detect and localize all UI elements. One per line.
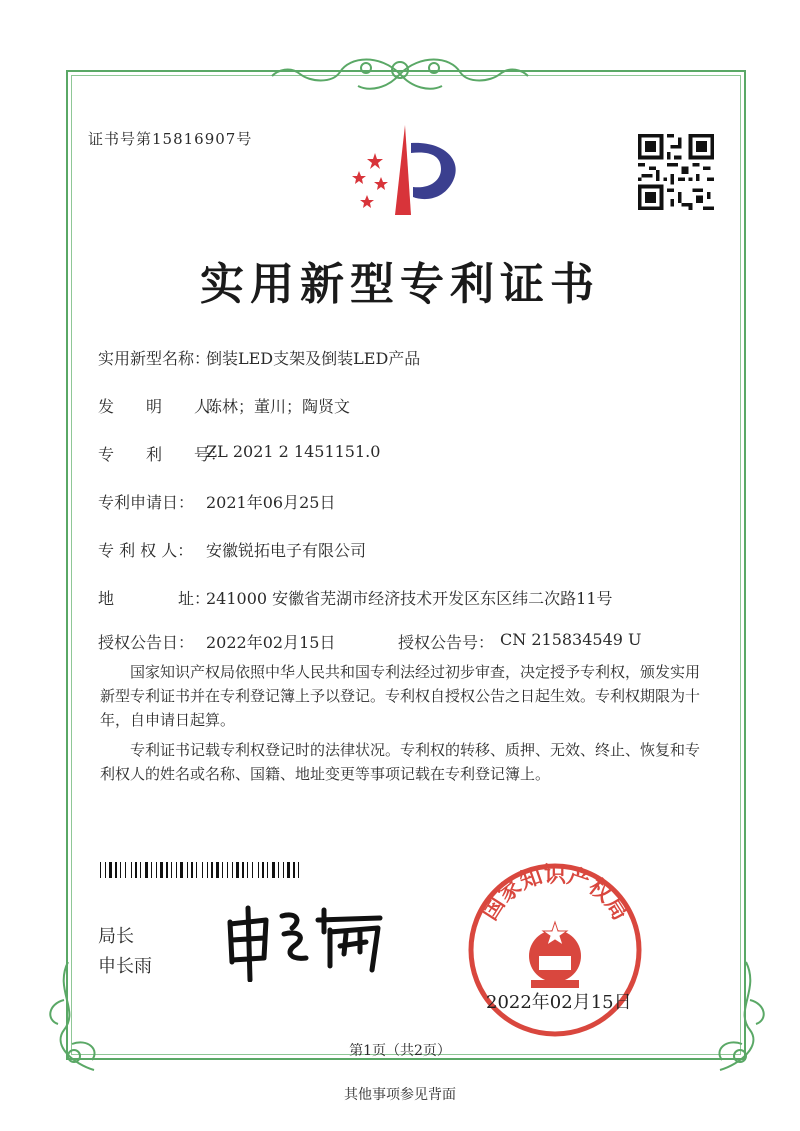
address-label: 地 址：	[98, 589, 211, 608]
filing-date-value: 2021年06月25日	[206, 493, 336, 512]
bottom-right-ornament	[690, 960, 770, 1080]
grant-date-value: 2022年02月15日	[206, 633, 336, 652]
grant-date-label: 授权公告日：	[98, 633, 195, 652]
seal-text: 国家知识产权局	[477, 862, 633, 925]
qr-code	[638, 134, 714, 210]
director-title: 局长	[98, 926, 134, 947]
address-value: 241000 安徽省芜湖市经济技术开发区东区纬二次路11号	[206, 589, 613, 608]
paragraph-grant-notice: 国家知识产权局依照中华人民共和国专利法经过初步审查，决定授予专利权，颁发实用新型专利证书并在专利登记簿上予以登记。专利权自授权公告之日起生效。专利权期限为十年，自申请日起算。	[100, 663, 701, 729]
paragraph-legal-status: 专利证书记载专利权登记时的法律状况。专利权的转移、质押、无效、终止、恢复和专利权人的姓名或名称、国籍、地址变更等事项记载在专利登记簿上。	[100, 741, 701, 783]
patent-no-value: ZL 2021 2 1451151.0	[206, 442, 381, 461]
inventor-label: 发 明 人：	[98, 397, 227, 416]
grant-no-label: 授权公告号：	[398, 633, 495, 652]
page-number: 第1页（共2页）	[349, 1043, 451, 1059]
filing-date-label: 专利申请日：	[98, 493, 195, 512]
svg-text:国家知识产权局	[477, 863, 632, 925]
top-ornament	[270, 52, 530, 96]
director-name: 申长雨	[98, 956, 152, 977]
name-value: 倒装LED支架及倒装LED产品	[206, 349, 421, 368]
patent-no-label: 专 利 号：	[98, 445, 227, 464]
owner-value: 安徽锐拓电子有限公司	[206, 541, 367, 560]
owner-label: 专 利 权 人：	[98, 541, 194, 560]
name-label: 实用新型名称：	[98, 349, 211, 368]
cnipa-logo-icon	[345, 125, 465, 220]
seal-date: 2022年02月15日	[486, 992, 632, 1013]
page-title: 实用新型专利证书	[200, 259, 600, 310]
grant-no-value: CN 215834549 U	[500, 630, 642, 649]
director-signature	[220, 902, 400, 982]
bottom-left-ornament	[44, 960, 124, 1080]
footer-note: 其他事项参见背面	[344, 1087, 456, 1103]
barcode	[100, 862, 300, 878]
certificate-number: 证书号第15816907号	[88, 130, 253, 148]
inventor-value: 陈林；董川；陶贤文	[206, 397, 351, 416]
